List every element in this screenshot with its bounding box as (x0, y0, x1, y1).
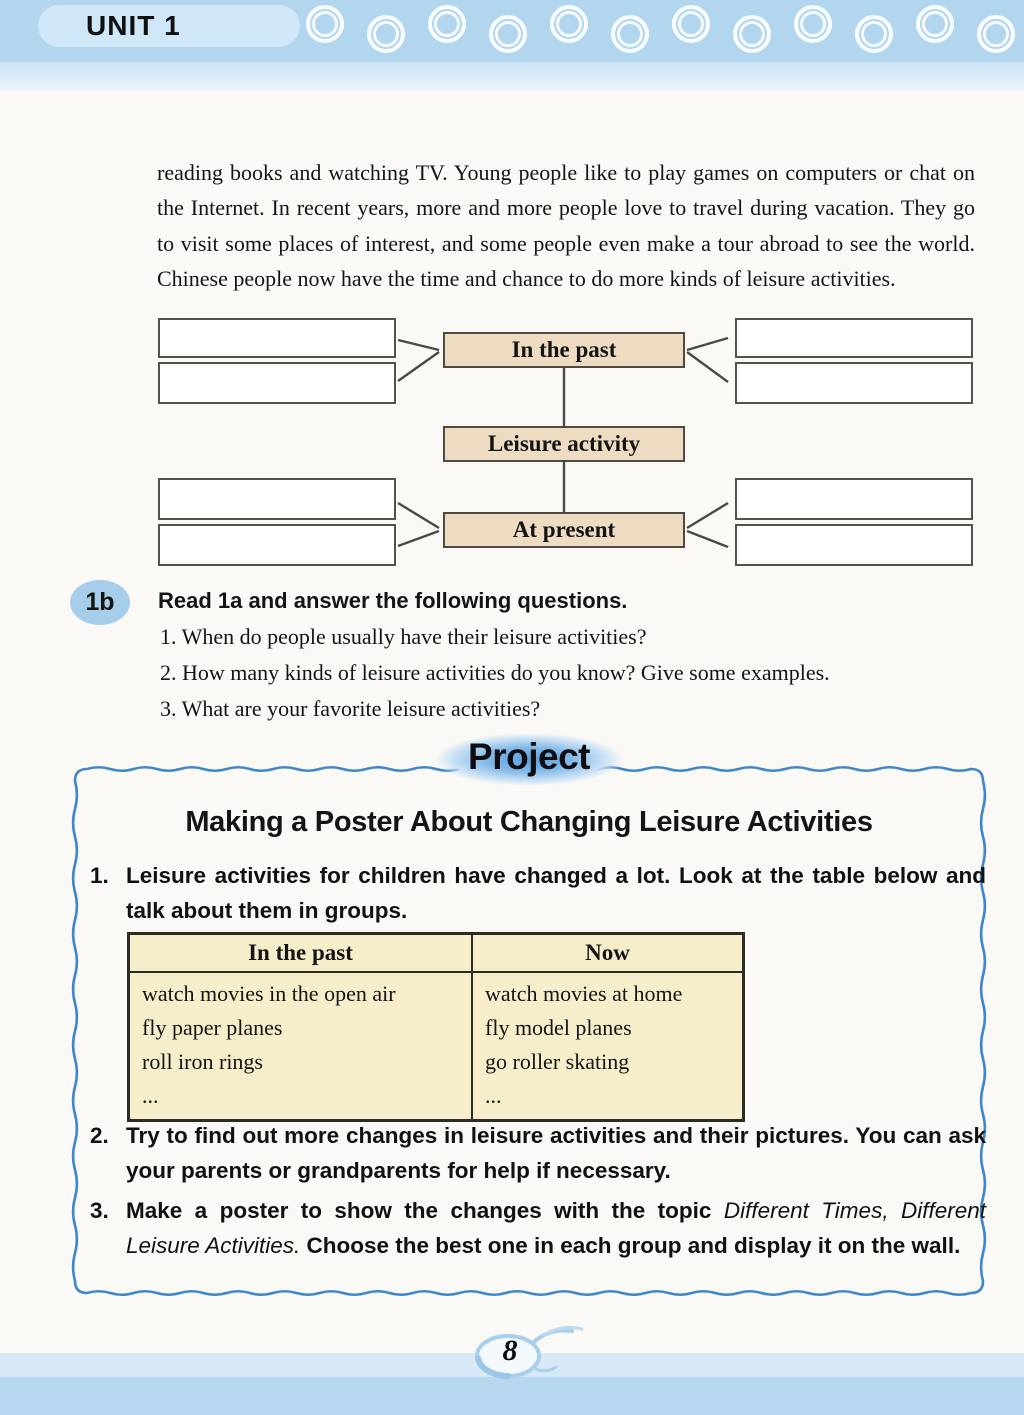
diagram-node-past: In the past (443, 332, 685, 368)
table-column-now (473, 935, 742, 1119)
section-1b-heading: Read 1a and answer the following questions. (158, 588, 628, 613)
diagram-node-leisure-activity: Leisure activity (443, 426, 685, 462)
project-section (66, 736, 992, 1302)
header-strip (0, 62, 1024, 90)
table-cell: watch movies at home (485, 981, 683, 1006)
table-header-past: In the past (130, 935, 471, 973)
item-2-text: Try to find out more changes in leisure activities and their pictures. You can ask your parents or grandparents for help if necessary. (126, 1123, 986, 1183)
intro-paragraph: reading books and watching TV. Young people like to play games on computers or chat on the Internet. In recent years, more and more people love to travel during vacation. They go to visit some places of interest, and some people even make a tour abroad to see the world. Chinese people now have the time and chance to do more kinds of leisure activities. (157, 160, 975, 292)
item-3-text-before: Make a poster to show the changes with the topic (126, 1198, 724, 1223)
project-item-3 (90, 1193, 986, 1263)
table-column-past (130, 935, 473, 1119)
ring-icon (855, 15, 893, 53)
table-cell: fly model planes (485, 1015, 632, 1040)
table-cell: ... (485, 1083, 502, 1108)
ring-icon (977, 15, 1015, 53)
comparison-table (127, 932, 745, 1122)
blank-box-past-right-1 (735, 318, 973, 358)
item-2-number: 2. (90, 1123, 109, 1148)
table-cell: go roller skating (485, 1049, 630, 1074)
poster-title: Making a Poster About Changing Leisure Activities (185, 806, 873, 838)
item-3-number: 3. (90, 1198, 109, 1223)
table-cells-past (130, 973, 471, 1119)
page-number: 8 (502, 1334, 518, 1367)
project-item-1 (90, 858, 986, 928)
blank-box-present-left-2 (158, 524, 396, 566)
blank-box-present-left-1 (158, 478, 396, 520)
project-item-2 (90, 1118, 986, 1188)
table-cell: watch movies in the open air (142, 981, 396, 1006)
ring-icon (306, 5, 344, 43)
blank-box-past-right-2 (735, 362, 973, 404)
question-list (160, 619, 830, 727)
ring-icon (550, 5, 588, 43)
ring-icon (428, 5, 466, 43)
ring-icon (672, 5, 710, 43)
question-2: 2. How many kinds of leisure activities do you know? Give some examples. (160, 660, 830, 685)
table-cell: fly paper planes (142, 1015, 283, 1040)
ring-icon (611, 15, 649, 53)
item-1-text: Leisure activities for children have changed a lot. Look at the table below and talk about them in groups. (126, 863, 986, 923)
blank-box-present-right-2 (735, 524, 973, 566)
question-3: 3. What are your favorite leisure activities? (160, 696, 541, 721)
ring-icon (733, 15, 771, 53)
project-title-badge: Project (434, 733, 624, 786)
item-1-number: 1. (90, 863, 109, 888)
ring-icon (367, 15, 405, 53)
diagram-node-present: At present (443, 512, 685, 548)
blank-box-past-left-1 (158, 318, 396, 358)
ring-icon (794, 5, 832, 43)
ring-icon (916, 5, 954, 43)
blank-box-past-left-2 (158, 362, 396, 404)
item-3-text-after: Choose the best one in each group and display it on the wall. (300, 1233, 961, 1258)
question-1: 1. When do people usually have their leisure activities? (160, 624, 647, 649)
decorative-rings (306, 0, 1024, 62)
unit-badge (38, 5, 300, 47)
table-header-now: Now (473, 935, 742, 973)
unit-label: UNIT 1 (86, 10, 181, 41)
section-badge-1b: 1b (70, 580, 130, 625)
blank-box-present-right-1 (735, 478, 973, 520)
item-3-text-italic: Different Times, Different Leisure Activities. (126, 1198, 986, 1258)
table-cells-now (473, 973, 742, 1119)
table-cell: roll iron rings (142, 1049, 263, 1074)
ring-icon (489, 15, 527, 53)
table-cell: ... (142, 1083, 159, 1108)
